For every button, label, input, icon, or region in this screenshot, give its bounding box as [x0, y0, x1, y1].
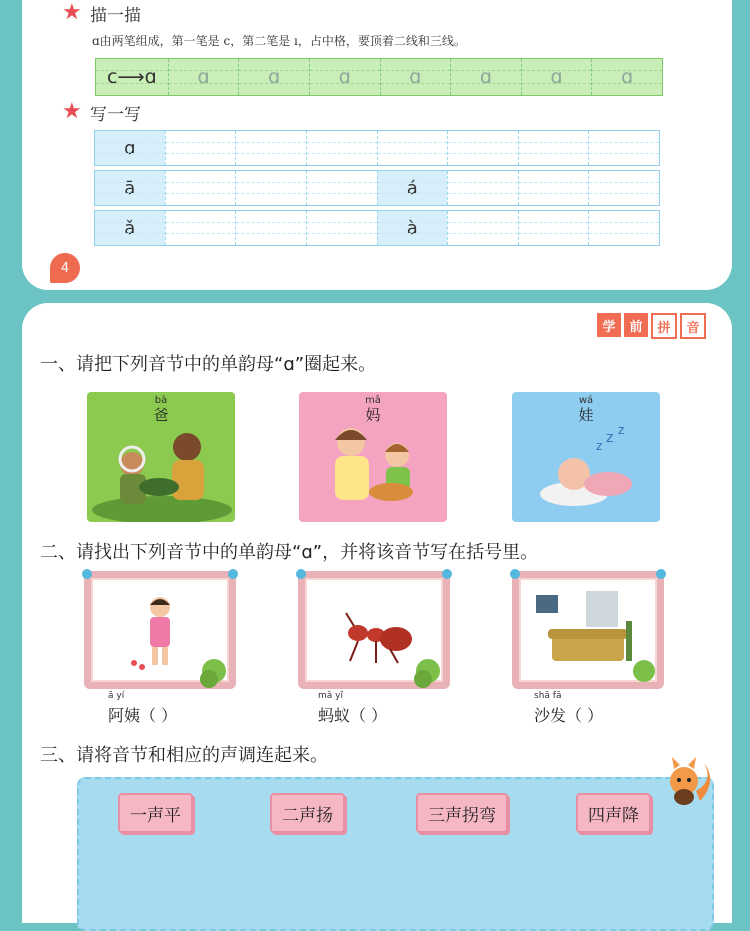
- writing-cell-sample: à: [377, 211, 448, 245]
- subject-badge: [597, 313, 706, 339]
- trace-cell: ɑ: [380, 59, 451, 95]
- writing-cell-blank[interactable]: [235, 211, 306, 245]
- trace-cell: ɑ: [450, 59, 521, 95]
- writing-cell-blank[interactable]: [588, 211, 660, 245]
- tone-card-2[interactable]: 二声扬: [270, 793, 345, 833]
- writing-grid: [94, 130, 660, 250]
- pinyin-label: wá: [578, 395, 594, 406]
- writing-cell-blank[interactable]: [518, 171, 589, 205]
- word-text: 沙发: [534, 706, 567, 725]
- trace-cell: ɑ: [521, 59, 592, 95]
- question-1-title: 一、请把下列音节中的单韵母“ɑ”圈起来。: [40, 354, 377, 375]
- writing-cell-blank[interactable]: [235, 131, 306, 165]
- writing-cell-blank[interactable]: [588, 171, 660, 205]
- writing-cell-blank[interactable]: [306, 171, 377, 205]
- star-icon: ★: [62, 99, 82, 124]
- pinyin-label: mǎ yǐ: [318, 691, 343, 701]
- writing-cell-sample: ɑ: [94, 131, 165, 165]
- word-ayi: [108, 691, 178, 726]
- hanzi-label: 爸: [153, 406, 169, 424]
- writing-cell-blank[interactable]: [518, 131, 589, 165]
- trace-cell: ɑ: [591, 59, 662, 95]
- trace-cell: ɑ: [238, 59, 309, 95]
- picture-wa: [512, 392, 660, 522]
- writing-cell-blank[interactable]: [165, 131, 236, 165]
- pinyin-label: bà: [154, 395, 168, 406]
- picture-ma: [299, 392, 447, 522]
- writing-row: [94, 130, 660, 166]
- pinyin-label: ā yí: [108, 691, 125, 701]
- svg-text:z: z: [606, 430, 614, 446]
- svg-text:z: z: [618, 423, 625, 437]
- writing-cell-blank[interactable]: [165, 211, 236, 245]
- tone-card-1[interactable]: 一声平: [118, 793, 193, 833]
- writing-cell-blank[interactable]: [306, 211, 377, 245]
- writing-row: [94, 170, 660, 206]
- trace-row: [95, 58, 663, 96]
- badge-char: 前: [624, 313, 648, 337]
- writing-cell-blank[interactable]: [306, 131, 377, 165]
- trace-cell: ɑ: [168, 59, 239, 95]
- tone-card-3[interactable]: 三声拐弯: [416, 793, 508, 833]
- badge-char: 拼: [651, 313, 677, 339]
- writing-cell-sample: á: [377, 171, 448, 205]
- answer-blank[interactable]: （ ）: [140, 706, 178, 725]
- tone-card-4[interactable]: 四声降: [576, 793, 651, 833]
- trace-cell: c⟶ɑ: [96, 59, 168, 95]
- trace-note: ɑ由两笔组成，第一笔是 c，第二笔是 ı，占中格，要顶着二线和三线。: [92, 34, 466, 48]
- word-shafa: [534, 691, 604, 726]
- sofa-illustration: [512, 571, 664, 689]
- writing-cell-blank[interactable]: [377, 131, 448, 165]
- writing-cell-blank[interactable]: [165, 171, 236, 205]
- father-child-illustration: [87, 392, 235, 522]
- badge-char: 音: [680, 313, 706, 339]
- writing-cell-blank[interactable]: [235, 171, 306, 205]
- frame-ayi: [84, 571, 236, 689]
- word-mayi: [318, 691, 388, 726]
- mother-child-illustration: [299, 392, 447, 522]
- writing-cell-blank[interactable]: [588, 131, 660, 165]
- answer-blank[interactable]: （ ）: [350, 706, 388, 725]
- picture-ba: [87, 392, 235, 522]
- pinyin-label: mā: [365, 395, 381, 406]
- writing-cell-sample: ǎ: [94, 211, 165, 245]
- star-icon: ★: [62, 0, 82, 25]
- svg-text:z: z: [596, 439, 603, 453]
- bottom-page: [22, 303, 732, 923]
- badge-char: 学: [597, 313, 621, 337]
- question-2-title: 二、请找出下列音节中的单韵母“ɑ”，并将该音节写在括号里。: [40, 542, 539, 563]
- writing-row: [94, 210, 660, 246]
- frame-shafa: [512, 571, 664, 689]
- writing-cell-blank[interactable]: [447, 171, 518, 205]
- write-title: 写一写: [90, 105, 141, 125]
- trace-title: 描一描: [90, 6, 141, 26]
- hanzi-label: 妈: [365, 406, 381, 424]
- trace-cell: ɑ: [309, 59, 380, 95]
- pinyin-label: shā fā: [534, 691, 562, 701]
- frame-mayi: [298, 571, 450, 689]
- page-number: 4: [50, 253, 80, 283]
- squirrel-icon: [660, 751, 718, 811]
- question-3-title: 三、请将音节和相应的声调连起来。: [40, 745, 328, 766]
- writing-cell-blank[interactable]: [447, 131, 518, 165]
- writing-cell-blank[interactable]: [518, 211, 589, 245]
- ant-illustration: [298, 571, 450, 689]
- hanzi-label: 娃: [578, 406, 594, 424]
- word-text: 蚂蚁: [318, 706, 351, 725]
- writing-cell-sample: ā: [94, 171, 165, 205]
- sleeping-baby-illustration: [512, 392, 660, 522]
- aunt-illustration: [84, 571, 236, 689]
- writing-cell-blank[interactable]: [447, 211, 518, 245]
- word-text: 阿姨: [108, 706, 141, 725]
- top-page: [22, 0, 732, 290]
- answer-blank[interactable]: （ ）: [566, 706, 604, 725]
